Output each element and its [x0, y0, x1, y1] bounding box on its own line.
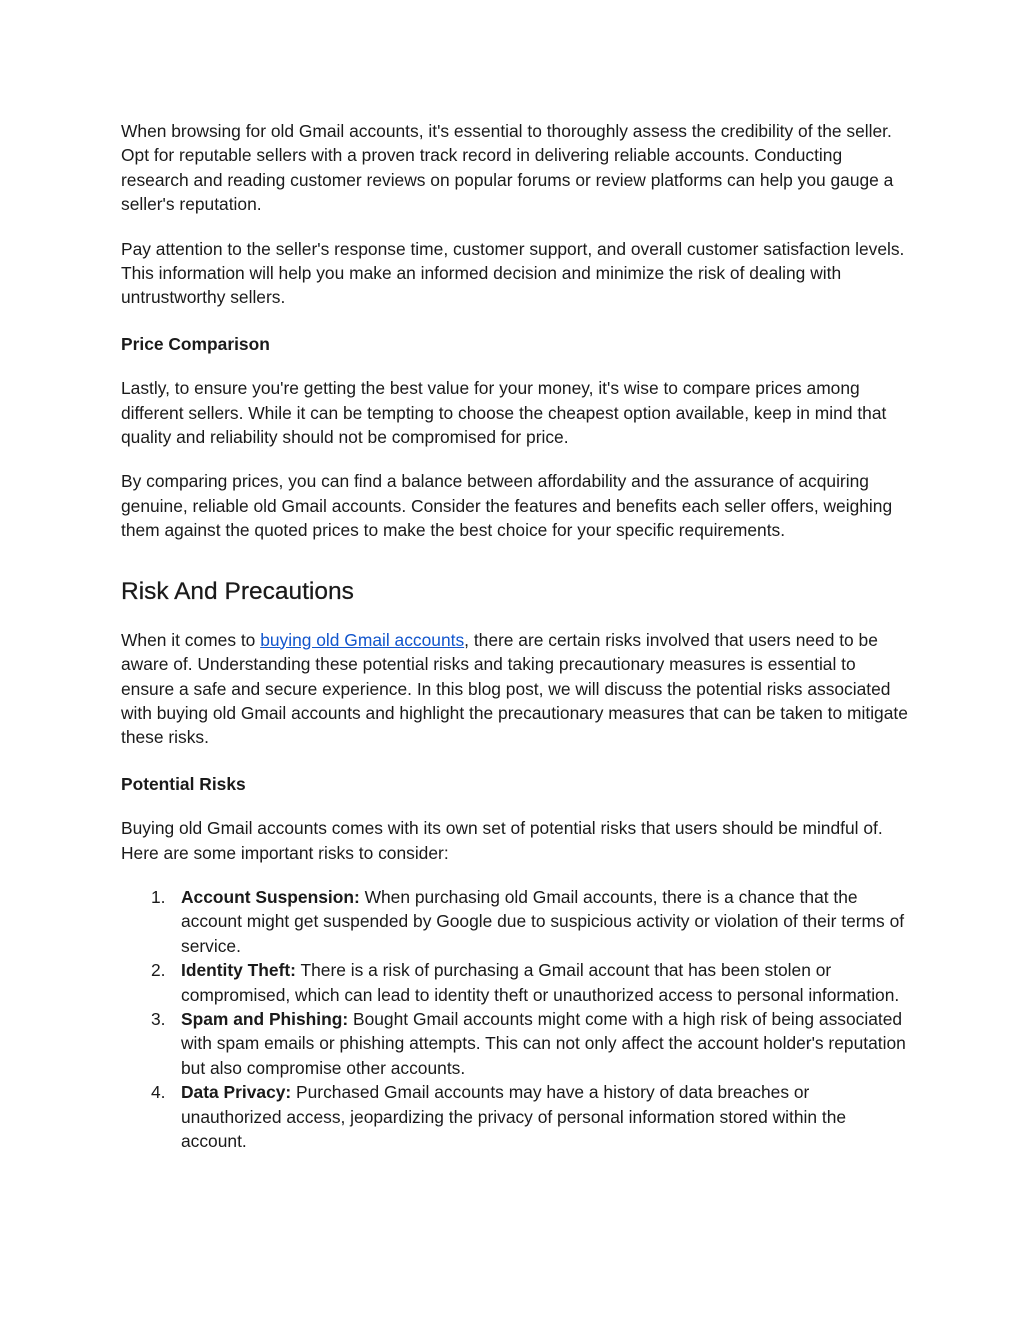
buying-old-gmail-accounts-link[interactable]: buying old Gmail accounts	[260, 629, 465, 650]
seller-credibility-paragraph: When browsing for old Gmail accounts, it's essential to thoroughly assess the credibility of the seller. Opt for reputable sellers with a proven track record in delivering reliable accounts. Conducting research and reading customer reviews on popular forums or review platforms can help you gauge a seller's reputation.	[121, 121, 894, 215]
list-item-number: 4.	[151, 1082, 166, 1103]
list-item	[121, 1007, 911, 1080]
list-item-term: Spam and Phishing:	[181, 1008, 349, 1029]
list-item-number: 3.	[151, 1008, 166, 1029]
risks-list	[121, 885, 911, 1153]
list-item-term: Data Privacy:	[181, 1082, 292, 1103]
list-item-number: 2.	[151, 960, 166, 981]
risk-and-precautions-heading: Risk And Precautions	[121, 577, 354, 605]
list-item-text: When purchasing old Gmail accounts, there is a chance that the account might get suspended by Google due to suspicious activity or violation of their terms of service.	[181, 886, 905, 956]
list-item	[121, 885, 911, 958]
list-item	[121, 1080, 911, 1153]
potential-risks-heading: Potential Risks	[121, 773, 246, 794]
risk-intro-text-after: , there are certain risks involved that users need to be aware of. Understanding these potential risks and taking precautionary measures is essential to ensure a safe and secure experience. In this blog post, we will discuss the potential risks associated with buying old Gmail accounts and highlight the precautionary measures that can be taken to mitigate these risks.	[121, 629, 908, 748]
list-item-text: Bought Gmail accounts might come with a high risk of being associated with spam emails or phishing attempts. This can not only affect the account holder's reputation but also compromise other accounts.	[181, 1008, 906, 1078]
list-item-text: There is a risk of purchasing a Gmail account that has been stolen or compromised, which can lead to identity theft or unauthorized access to personal information.	[181, 960, 900, 1005]
risk-intro-paragraph	[121, 628, 911, 750]
seller-support-paragraph: Pay attention to the seller's response time, customer support, and overall customer satisfaction levels. This information will help you make an informed decision and minimize the risk of dealing with untrustworthy sellers.	[121, 238, 905, 308]
price-comparison-paragraph-2: By comparing prices, you can find a balance between affordability and the assurance of acquiring genuine, reliable old Gmail accounts. Consider the features and benefits each seller offers, weighing them against the quoted prices to make the best choice for your specific requirements.	[121, 471, 893, 541]
list-item-term: Identity Theft:	[181, 960, 296, 981]
document-page	[121, 119, 911, 1153]
list-item-text: Purchased Gmail accounts may have a history of data breaches or unauthorized access, jeopardizing the privacy of personal information stored within the account.	[181, 1082, 847, 1151]
price-comparison-heading: Price Comparison	[121, 333, 270, 354]
risk-intro-text-before: When it comes to	[121, 629, 261, 650]
price-comparison-paragraph-1: Lastly, to ensure you're getting the best value for your money, it's wise to compare prices among different sellers. While it can be tempting to choose the cheapest option available, keep in mind that quality and reliability should not be compromised for price.	[121, 378, 887, 448]
list-item-term: Account Suspension:	[181, 886, 360, 907]
potential-risks-intro: Buying old Gmail accounts comes with its own set of potential risks that users should be mindful of. Here are some important risks to consider:	[121, 818, 883, 863]
list-item	[121, 958, 911, 1007]
list-item-number: 1.	[151, 886, 166, 907]
